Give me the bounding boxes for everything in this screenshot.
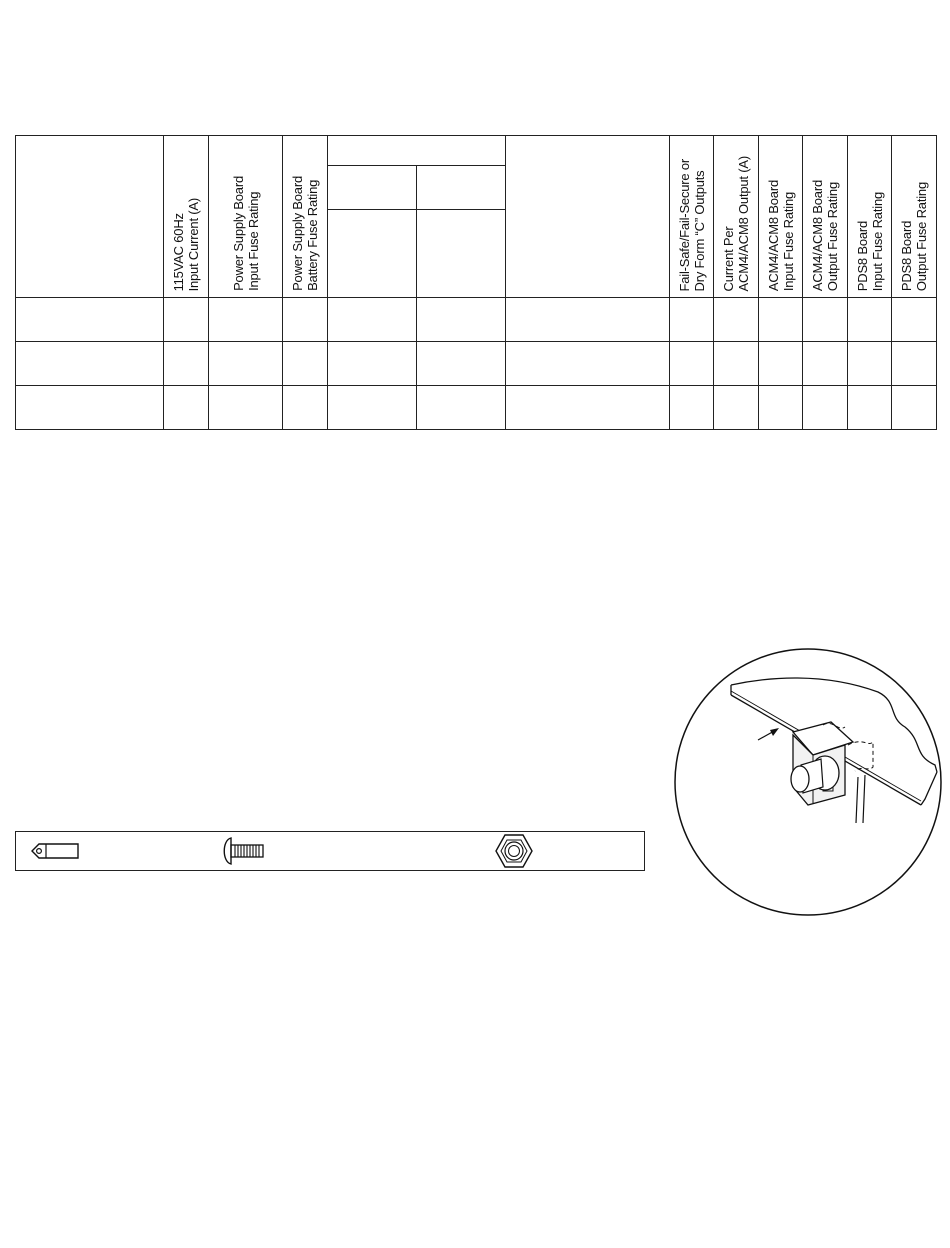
table-cell <box>759 298 803 342</box>
table-cell <box>164 298 209 342</box>
header-acm-output-fuse <box>803 136 848 298</box>
header-psb-input-fuse-label: Power Supply Board Input Fuse Rating <box>230 176 261 291</box>
table-cell <box>506 298 670 342</box>
table-cell <box>417 298 506 342</box>
table-cell <box>209 342 283 386</box>
table-cell <box>892 386 937 430</box>
table-cell <box>759 342 803 386</box>
table-cell <box>164 342 209 386</box>
header-blank-2 <box>506 136 670 298</box>
table-cell <box>848 342 892 386</box>
tamper-switch-icon <box>673 647 943 917</box>
table-cell <box>714 342 759 386</box>
table-cell <box>803 342 848 386</box>
header-acm-current-label: Current Per ACM4/ACM8 Output (A) <box>721 155 751 291</box>
table-cell <box>16 386 164 430</box>
header-acm-output-fuse-label: ACM4/ACM8 Board Output Fuse Rating <box>810 179 840 291</box>
header-outputs <box>670 136 714 298</box>
header-subgroup-blank-a <box>328 166 417 210</box>
header-subgroup-blank-c <box>328 210 417 298</box>
table-cell <box>209 386 283 430</box>
header-subgroup-blank-d <box>417 210 506 298</box>
hardware-strip <box>15 831 645 871</box>
table-cell <box>417 342 506 386</box>
table-cell <box>283 342 328 386</box>
table-cell <box>803 386 848 430</box>
table-cell <box>892 342 937 386</box>
header-input-current-label: 115VAC 60Hz Input Current (A) <box>171 197 201 291</box>
table-cell <box>283 298 328 342</box>
table-cell <box>164 386 209 430</box>
table-row <box>16 298 937 342</box>
header-group-blank <box>328 136 506 166</box>
header-acm-current <box>714 136 759 298</box>
table-cell <box>670 386 714 430</box>
table-cell <box>714 386 759 430</box>
header-acm-input-fuse <box>759 136 803 298</box>
table-cell <box>848 298 892 342</box>
spec-table <box>15 135 937 430</box>
header-outputs-label: Fail-Safe/Fail-Secure or Dry Form “C” Outputs <box>676 158 707 291</box>
header-pds8-output-fuse-label: PDS8 Board Output Fuse Rating <box>899 181 929 291</box>
header-psb-battery-fuse-label: Power Supply Board Battery Fuse Rating <box>290 176 320 291</box>
table-cell <box>283 386 328 430</box>
table-cell <box>803 298 848 342</box>
header-pds8-input-fuse-label: PDS8 Board Input Fuse Rating <box>854 191 885 291</box>
table-cell <box>670 298 714 342</box>
header-pds8-output-fuse <box>892 136 937 298</box>
table-cell <box>506 386 670 430</box>
table-cell <box>328 298 417 342</box>
header-acm-input-fuse-label: ACM4/ACM8 Board Input Fuse Rating <box>765 179 796 291</box>
table-row <box>16 386 937 430</box>
hex-nut-icon <box>494 832 534 870</box>
table-cell <box>759 386 803 430</box>
table-cell <box>16 298 164 342</box>
screw-icon <box>219 832 267 870</box>
header-input-current <box>164 136 209 298</box>
header-subgroup-blank-b <box>417 166 506 210</box>
table-cell <box>714 298 759 342</box>
table-cell <box>506 342 670 386</box>
table-cell <box>848 386 892 430</box>
header-blank-1 <box>16 136 164 298</box>
table-cell <box>209 298 283 342</box>
header-pds8-input-fuse <box>848 136 892 298</box>
table-cell <box>328 386 417 430</box>
header-psb-battery-fuse <box>283 136 328 298</box>
table-cell <box>16 342 164 386</box>
table-row <box>16 342 937 386</box>
table-cell <box>328 342 417 386</box>
table-cell <box>417 386 506 430</box>
table-cell <box>670 342 714 386</box>
detail-view <box>673 647 943 917</box>
standoff-icon <box>30 832 82 870</box>
header-psb-input-fuse <box>209 136 283 298</box>
table-cell <box>892 298 937 342</box>
